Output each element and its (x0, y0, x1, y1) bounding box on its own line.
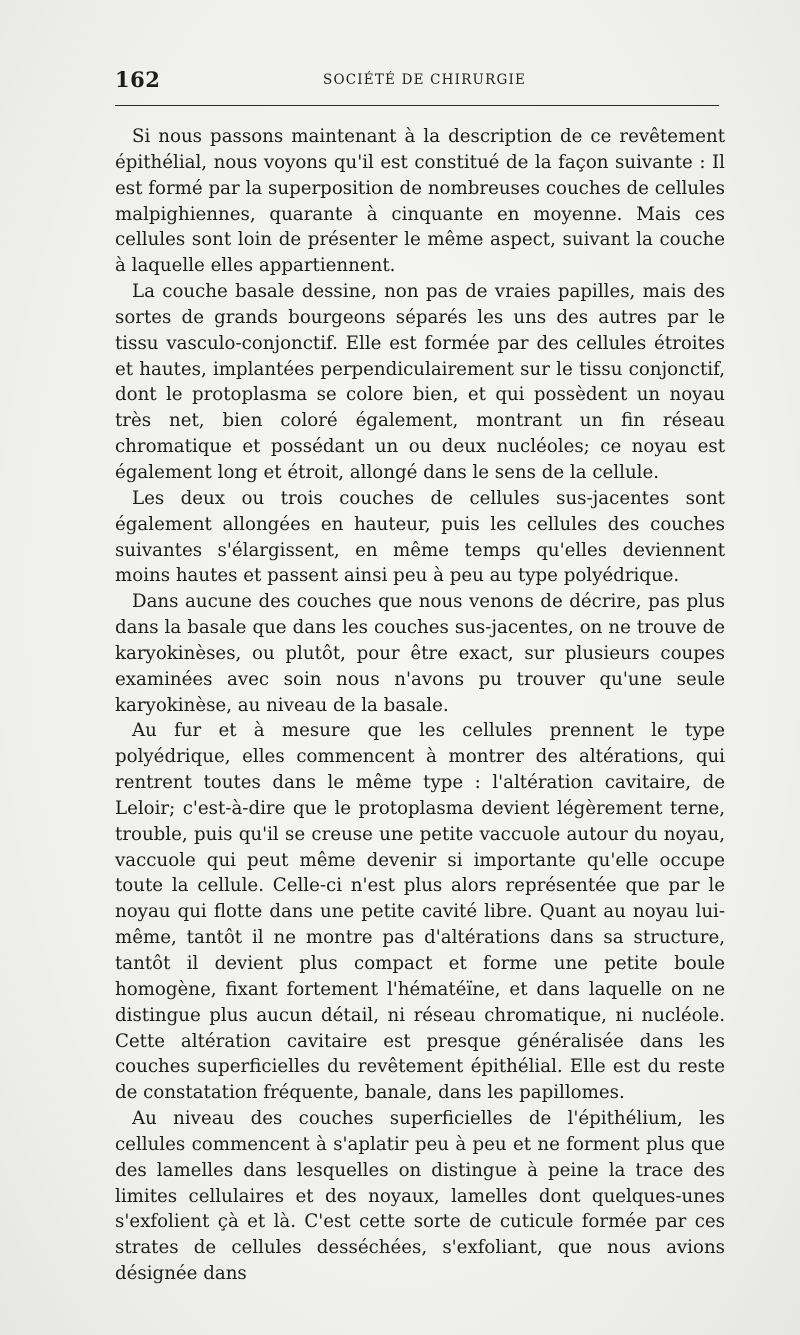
paragraph-1: Si nous passons maintenant à la description de ce revêtement épithélial, nous voyons qu'il est constitué de la façon suivante : Il est formé par la superposition de nombreuses couches de cellules malpighiennes, quarante à cinquante en moyenne. Mais ces cellules sont loin de présenter le même aspect, suivant la couche à laquelle elles appartiennent. (115, 126, 725, 277)
paragraph-3: Les deux ou trois couches de cellules sus-jacentes sont également allongées en hauteur, puis les cellules des couches suivantes s'élargissent, en même temps qu'elles deviennent moins hautes et passent ainsi peu à peu au type polyédrique. (115, 487, 725, 587)
paragraph-2: La couche basale dessine, non pas de vraies papilles, mais des sortes de grands bourgeons séparés les uns des autres par le tissu vasculo-conjonctif. Elle est formée par des cellules étroites et hautes, implantées perpendiculairement sur le tissu conjonctif, dont le protoplasma se colore bien, et qui possèdent un noyau très net, bien coloré également, montrant un fin réseau chromatique et possédant un ou deux nucléoles; ce noyau est également long et étroit, allongé dans le sens de la cellule. (115, 281, 725, 483)
paragraph-5: Au fur et à mesure que les cellules prennent le type polyédrique, elles commencent à montrer des altérations, qui rentrent toutes dans le même type : l'altération cavitaire, de Leloir; c'est-à-dire que le protoplasma devient légèrement terne, trouble, puis qu'il se creuse une petite vaccuole autour du noyau, vaccuole qui peut même devenir si importante qu'elle occupe toute la cellule. Celle-ci n'est plus alors représentée que par le noyau qui flotte dans une petite cavité libre. Quant au noyau lui-même, tantôt il ne montre pas d'altérations dans sa structure, tantôt il devient plus compact et forme une petite boule homogène, fixant fortement l'hématéïne, et dans laquelle on ne distingue plus aucun détail, ni réseau chromatique, ni nucléole. Cette altération cavitaire est presque généralisée dans les couches superficielles du revêtement épithélial. Elle est du reste de constatation fréquente, banale, dans les papillomes. (115, 720, 725, 1104)
running-head: SOCIÉTÉ DE CHIRURGIE (323, 72, 527, 88)
page-number: 162 (115, 67, 161, 92)
header-rule (115, 105, 719, 106)
paragraph-4: Dans aucune des couches que nous venons de décrire, pas plus dans la basale que dans les couches sus-jacentes, on ne trouve de karyokinèses, ou plutôt, pour être exact, sur plusieurs coupes examinées avec soin nous n'avons pu trouver qu'une seule karyokinèse, au niveau de la basale. (115, 591, 725, 716)
body-text (115, 124, 725, 1287)
paragraph-6: Au niveau des couches superficielles de l'épithélium, les cellules commencent à s'aplatir peu à peu et ne forment plus que des lamelles dans lesquelles on distingue à peine la trace des limites cellulaires et des noyaux, lamelles dont quelques-unes s'exfolient çà et là. C'est cette sorte de cuticule formée par ces strates de cellules desséchées, s'exfoliant, que nous avions désignée dans (115, 1108, 725, 1285)
page-header (115, 67, 719, 97)
